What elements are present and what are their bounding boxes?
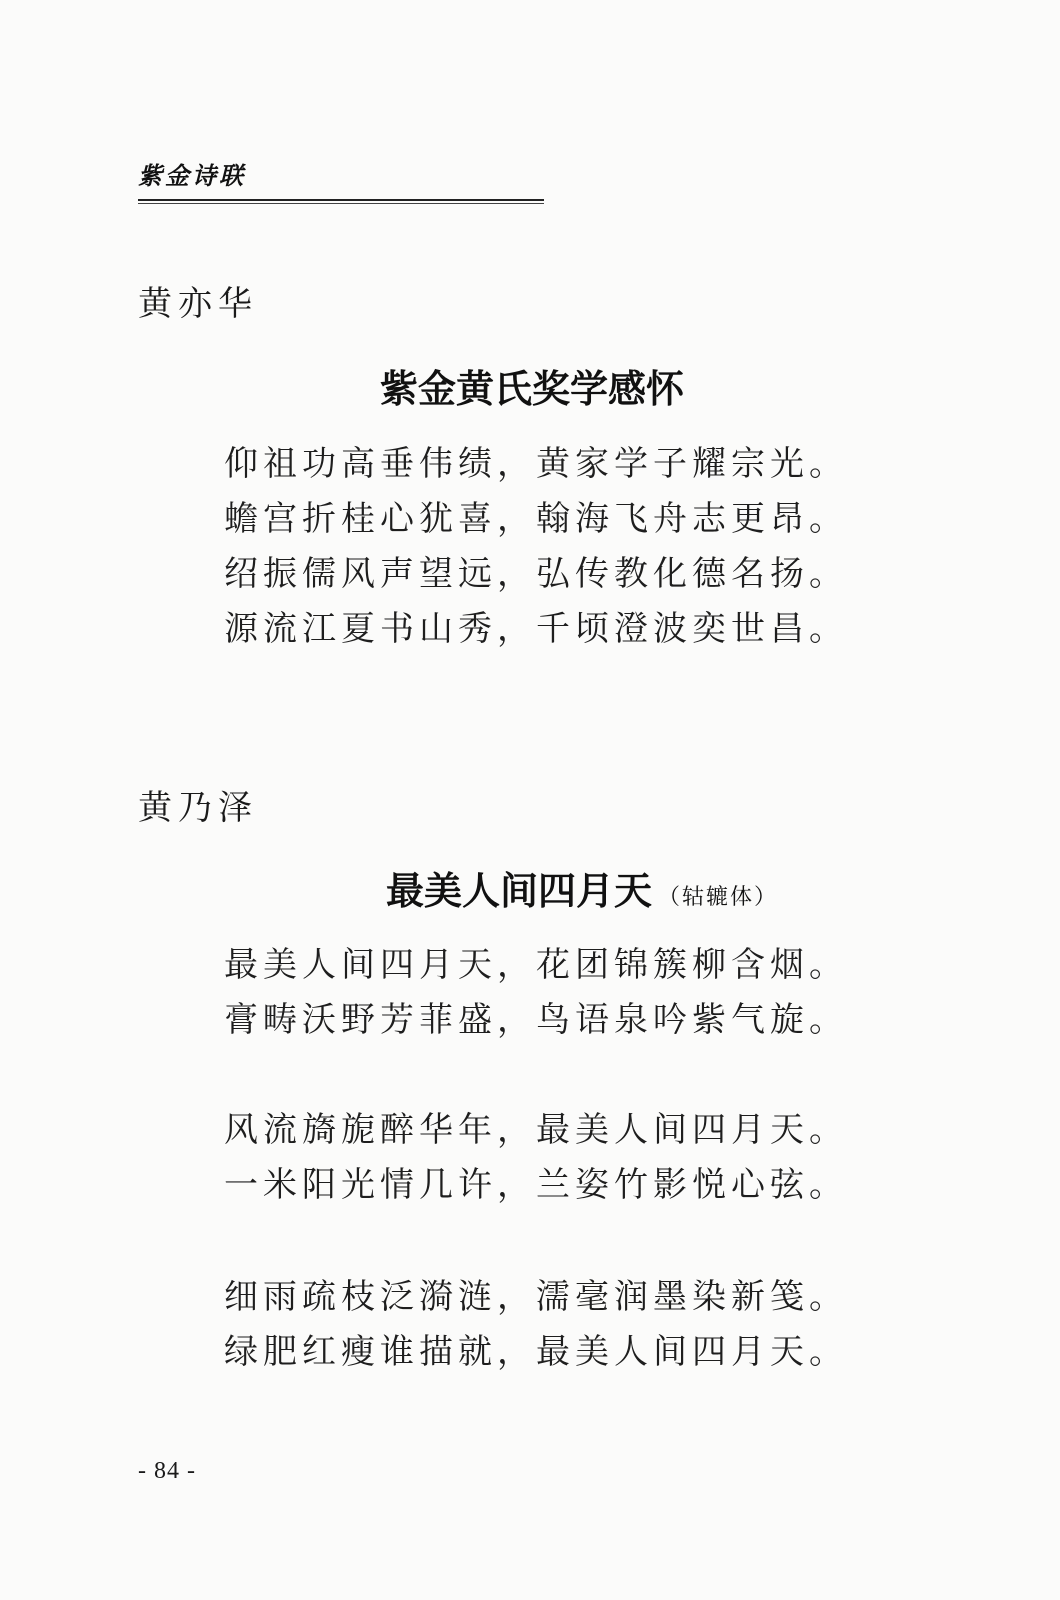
header-rule <box>138 199 544 201</box>
poem-stanza <box>224 1103 848 1213</box>
running-header <box>138 160 544 204</box>
verse-line: 蟾宫折桂心犹喜，翰海飞舟志更昂。 <box>224 499 848 539</box>
verse-line: 最美人间四月天，花团锦簇柳含烟。 <box>224 945 848 985</box>
verse-line: 细雨疏枝泛漪涟，濡毫润墨染新笺。 <box>224 1277 848 1317</box>
header-rule-thin <box>138 203 544 204</box>
verse-line: 仰祖功高垂伟绩，黄家学子耀宗光。 <box>224 444 848 484</box>
verse-line: 源流江夏书山秀，千顷澄波奕世昌。 <box>224 609 848 649</box>
poem-title <box>386 868 778 921</box>
poem-title-text: 紫金黄氏奖学感怀 <box>380 366 685 411</box>
verse-line: 膏畴沃野芳菲盛，鸟语泉吟紫气旋。 <box>224 1000 848 1040</box>
poem-title-note: （轱辘体） <box>658 885 779 910</box>
running-title: 紫金诗联 <box>138 162 246 190</box>
poem-stanza <box>224 1270 848 1380</box>
poem-stanza <box>224 938 848 1048</box>
poem-author: 黄亦华 <box>138 284 258 324</box>
verse-line: 绿肥红瘦谁描就，最美人间四月天。 <box>224 1332 848 1372</box>
page-number: - 84 - <box>138 1458 196 1484</box>
verse-line: 一米阳光情几许，兰姿竹影悦心弦。 <box>224 1165 848 1205</box>
poem-author: 黄乃泽 <box>138 788 258 828</box>
poem-title <box>380 366 684 412</box>
verse-line: 风流旖旎醉华年，最美人间四月天。 <box>224 1110 848 1150</box>
poem-title-text: 最美人间四月天 <box>386 868 653 913</box>
verse-line: 绍振儒风声望远，弘传教化德名扬。 <box>224 554 848 594</box>
poem-stanza <box>224 437 848 657</box>
